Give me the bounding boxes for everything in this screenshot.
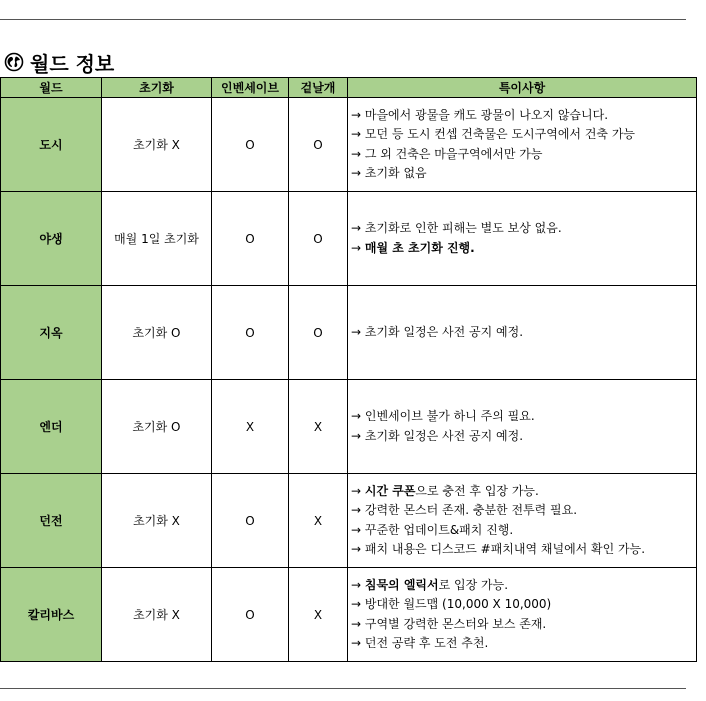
note-line [351, 615, 696, 635]
note-text: → 그 외 건축은 마을구역에서만 가능 [351, 146, 543, 161]
inventory-save-cell: O [212, 98, 289, 192]
table-row [1, 380, 697, 474]
bottom-divider [0, 688, 686, 689]
world-name: 던전 [1, 474, 102, 568]
inventory-save-cell: O [212, 568, 289, 662]
note-line [351, 125, 696, 145]
reset-cell: 매월 1일 초기화 [102, 192, 212, 286]
page-title: 월드 정보 [30, 51, 115, 76]
reset-cell: 초기화 O [102, 380, 212, 474]
reset-cell: 초기화 X [102, 98, 212, 192]
note-line [351, 540, 696, 560]
note-line [351, 219, 696, 239]
note-line [351, 595, 696, 615]
inventory-save-cell: X [212, 380, 289, 474]
world-name: 도시 [1, 98, 102, 192]
note-highlight: 침묵의 엘릭서 [364, 577, 439, 592]
elytra-cell: O [289, 286, 348, 380]
note-line [351, 482, 696, 502]
notes-cell [348, 98, 697, 192]
note-text: → [351, 240, 365, 255]
note-text: → 방대한 월드맵 (10,000 X 10,000) [351, 597, 552, 611]
elytra-cell: X [289, 568, 348, 662]
table-row [1, 192, 697, 286]
notes-cell [348, 568, 697, 662]
elytra-cell: X [289, 474, 348, 568]
note-text: → 초기화 없음 [351, 166, 427, 180]
reset-cell: 초기화 O [102, 286, 212, 380]
header-elytra: 겉날개 [289, 78, 348, 98]
note-text: → 패치 내용은 디스코드 #패치내역 채널에서 확인 가능. [351, 542, 646, 556]
world-info-table [0, 77, 697, 662]
note-text: → [351, 483, 365, 498]
globe-icon [4, 52, 24, 72]
inventory-save-cell: O [212, 192, 289, 286]
table-header-row [1, 78, 697, 98]
note-line [351, 239, 696, 259]
notes-cell [348, 192, 697, 286]
world-name: 지옥 [1, 286, 102, 380]
note-text: → 강력한 몬스터 존재. 충분한 전투력 필요. [351, 503, 578, 517]
reset-cell: 초기화 X [102, 568, 212, 662]
note-highlight: 시간 쿠폰 [364, 483, 416, 498]
note-text: → 꾸준한 업데이트&패치 진행. [351, 522, 514, 537]
note-text: → 초기화 일정은 사전 공지 예정. [351, 428, 524, 443]
note-line [351, 323, 696, 343]
notes-cell [348, 474, 697, 568]
elytra-cell: O [289, 192, 348, 286]
inventory-save-cell: O [212, 286, 289, 380]
note-line [351, 164, 696, 184]
top-divider [0, 19, 686, 20]
note-text: → 초기화 일정은 사전 공지 예정. [351, 324, 524, 339]
note-text: → 모던 등 도시 컨셉 건축물은 도시구역에서 건축 가능 [351, 127, 636, 141]
note-line [351, 576, 696, 596]
header-world: 월드 [1, 78, 102, 98]
section-heading [4, 49, 114, 75]
header-reset: 초기화 [102, 78, 212, 98]
note-text: → 마을에서 광물을 캐도 광물이 나오지 않습니다. [351, 107, 609, 122]
note-line [351, 501, 696, 521]
world-name: 야생 [1, 192, 102, 286]
world-name: 칼리바스 [1, 568, 102, 662]
note-line [351, 407, 696, 427]
world-name: 엔더 [1, 380, 102, 474]
note-text: 으로 충전 후 입장 가능. [415, 483, 539, 498]
note-line [351, 634, 696, 654]
notes-cell [348, 286, 697, 380]
note-line [351, 145, 696, 165]
note-line [351, 521, 696, 541]
note-line [351, 106, 696, 126]
inventory-save-cell: O [212, 474, 289, 568]
note-text: → 구역별 강력한 몬스터와 보스 존재. [351, 616, 547, 631]
table-row [1, 474, 697, 568]
table-row [1, 568, 697, 662]
note-text: → 초기화로 인한 피해는 별도 보상 없음. [351, 221, 562, 235]
elytra-cell: X [289, 380, 348, 474]
table-row [1, 98, 697, 192]
notes-cell [348, 380, 697, 474]
header-inventory-save: 인벤세이브 [212, 78, 289, 98]
note-text: 로 입장 가능. [438, 577, 509, 592]
note-text: → 인벤세이브 불가 하니 주의 필요. [351, 409, 535, 423]
note-line [351, 427, 696, 447]
elytra-cell: O [289, 98, 348, 192]
header-notes: 특이사항 [348, 78, 697, 98]
table-row [1, 286, 697, 380]
reset-cell: 초기화 X [102, 474, 212, 568]
note-text: → [351, 577, 365, 592]
note-text: → 던전 공략 후 도전 추천. [351, 636, 489, 650]
note-highlight: 매월 초 초기화 진행. [364, 240, 475, 255]
